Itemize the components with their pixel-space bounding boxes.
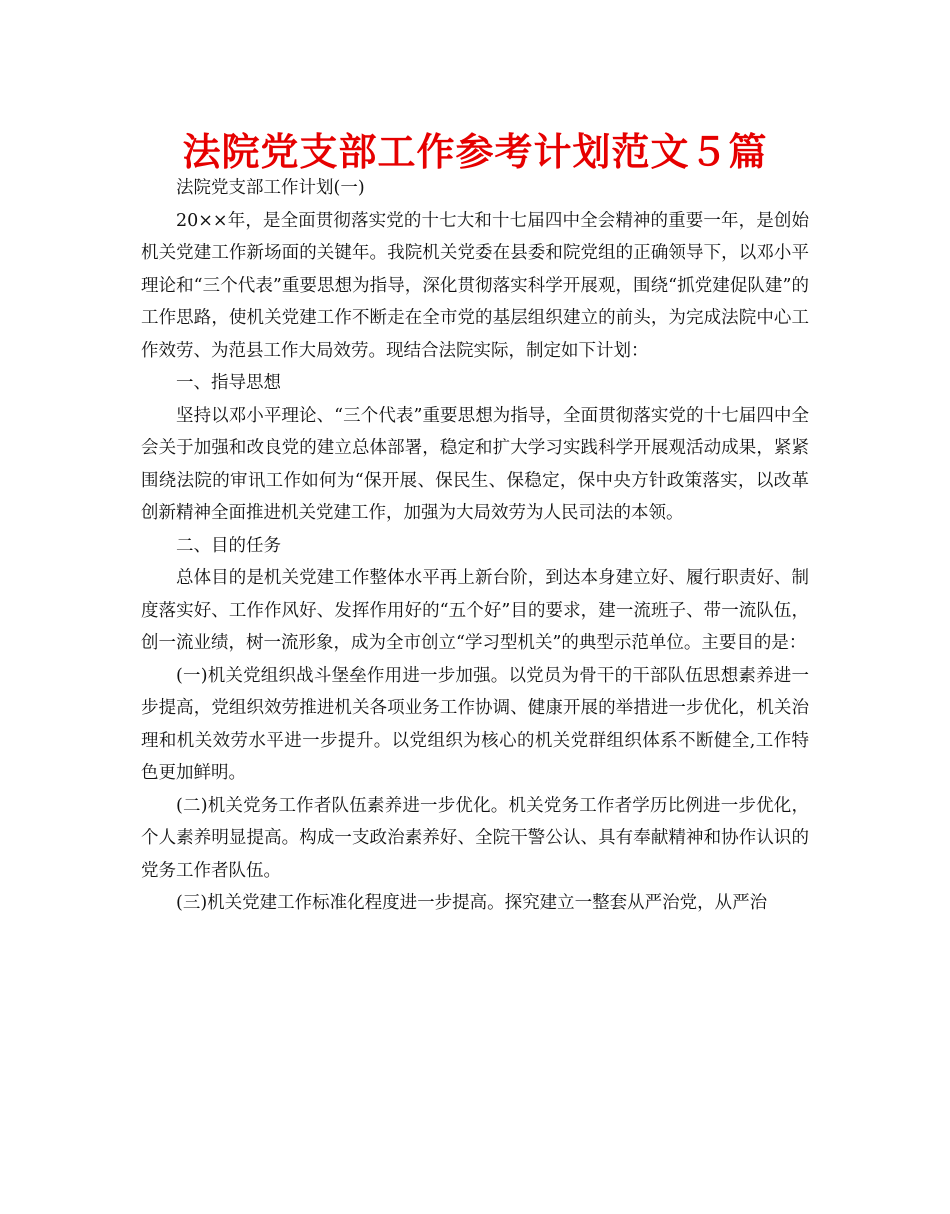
section-subtitle: 法院党支部工作计划(一) <box>176 178 365 198</box>
paragraph-item-2: (二)机关党务工作者队伍素养进一步优化。机关党务工作者学历比例进一步优化，个人素养明显提高。构成一支政治素养好、全院干警公认、具有奉献精神和协作认识的党务工作者队伍。 <box>141 795 809 881</box>
paragraph-item-3: (三)机关党建工作标准化程度进一步提高。探究建立一整套从严治党，从严治 <box>176 893 768 913</box>
paragraph-item-1: (一)机关党组织战斗堡垒作用进一步加强。以党员为骨干的干部队伍思想素养进一步提高，党组织效劳推进机关各项业务工作协调、健康开展的举措进一步优化，机关治理和机关效劳水平进一步提升。以党组织为核心的机关党群组织体系不断健全,工作特色更加鲜明。 <box>141 665 809 783</box>
heading-objectives: 二、目的任务 <box>176 535 281 556</box>
document-body <box>141 172 809 920</box>
document-title: 法院党支部工作参考计划范文５篇 <box>182 130 768 174</box>
heading-guiding-ideology: 一、指导思想 <box>176 373 281 393</box>
paragraph-guiding-ideology: 坚持以邓小平理论、“三个代表”重要思想为指导，全面贯彻落实党的十七届四中全会关于加强和改良党的建立总体部署，稳定和扩大学习实践科学开展观活动成果，紧紧围绕法院的审讯工作如何为“保开展、保民生、保稳定，保中央方针政策落实，以改革创新精神全面推进机关党建工作，加强为大局效劳为人民司法的本领。 <box>141 405 809 523</box>
paragraph-objectives: 总体目的是机关党建工作整体水平再上新台阶，到达本身建立好、履行职责好、制度落实好、工作作风好、发挥作用好的“五个好”目的要求，建一流班子、带一流队伍，创一流业绩，树一流形象，成为全市创立“学习型机关”的典型示范单位。主要目的是： <box>141 568 809 653</box>
paragraph-intro: 20××年，是全面贯彻落实党的十七大和十七届四中全会精神的重要一年，是创始机关党建工作新场面的关键年。我院机关党委在县委和院党组的正确领导下，以邓小平理论和“三个代表”重要思想为指导，深化贯彻落实科学开展观，围绕“抓党建促队建”的工作思路，使机关党建工作不断走在全市党的基层组织建立的前头，为完成法院中心工作效劳、为范县工作大局效劳。现结合法院实际，制定如下计划： <box>141 210 809 361</box>
